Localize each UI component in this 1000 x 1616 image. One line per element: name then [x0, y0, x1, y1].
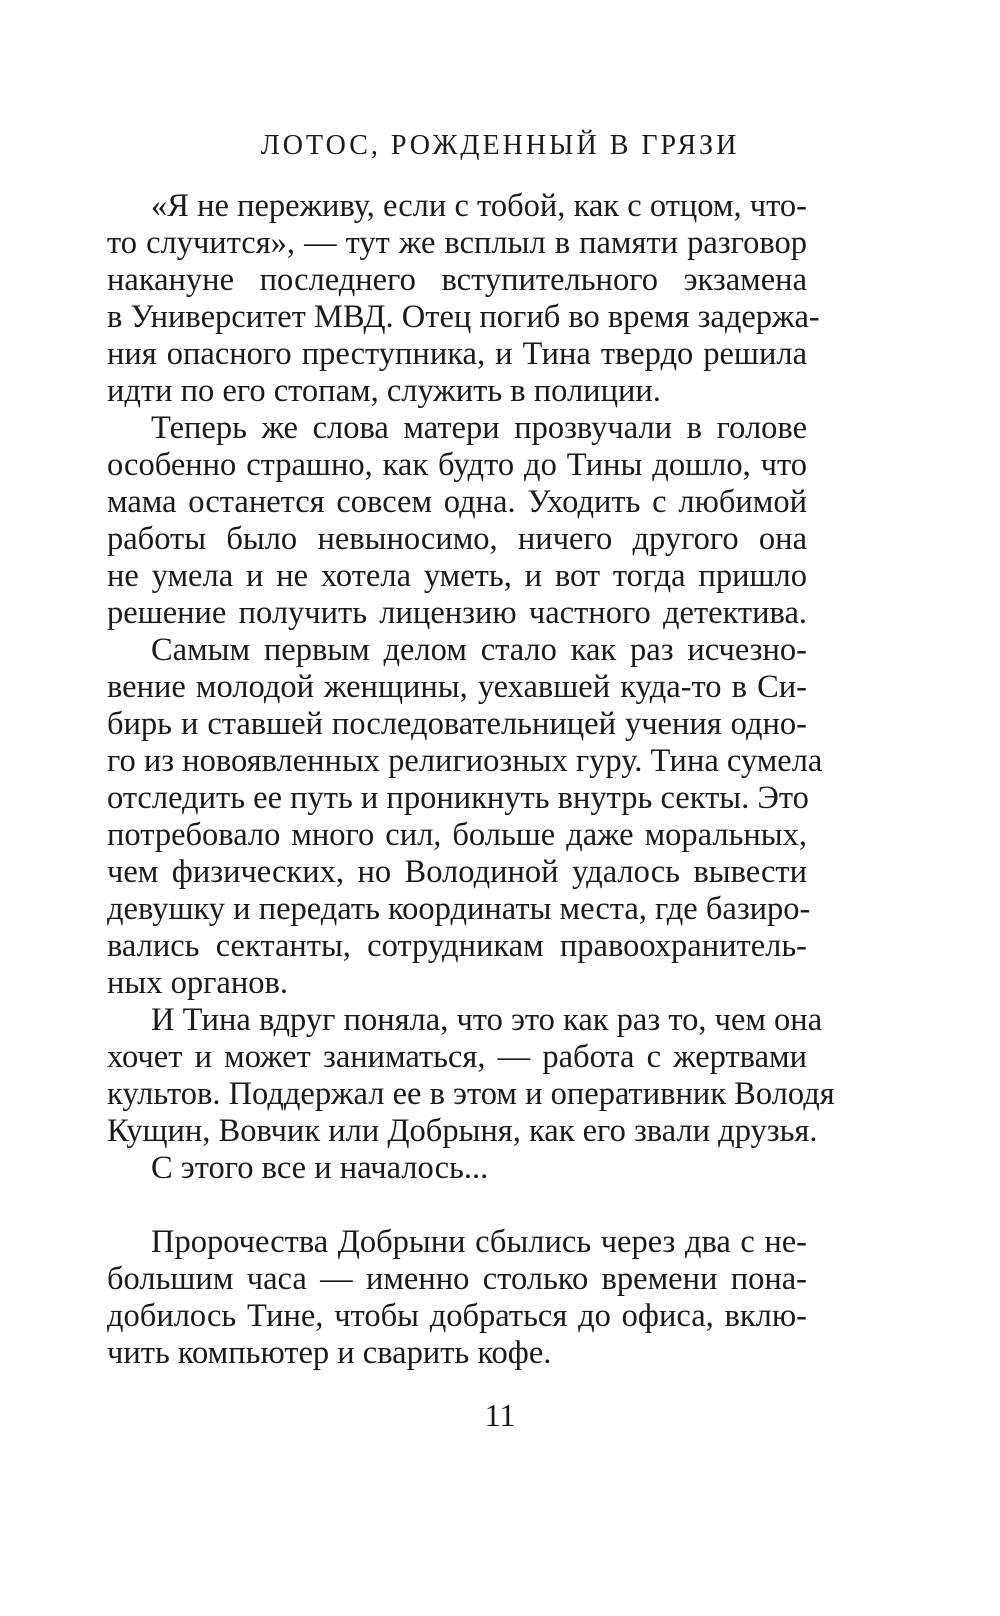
text-line: чем физических, но Володиной удалось вывести [107, 854, 807, 890]
text-line: Пророчества Добрыни сбылись через два с не- [151, 1224, 807, 1260]
paragraph-2 [107, 410, 807, 632]
text-line: отследить ее путь и проникнуть внутрь секты. Это [107, 780, 809, 816]
text-line: вались сектанты, сотрудникам правоохранитель- [107, 928, 807, 964]
running-head: ЛОТОС, РОЖДЕННЫЙ В ГРЯЗИ [260, 130, 740, 161]
text-line: «Я не переживу, если с тобой, как с отцом, что- [151, 188, 807, 224]
text-line: большим часа — именно столько времени пона- [107, 1261, 807, 1297]
paragraph-4 [107, 1002, 835, 1150]
text-line: мама останется совсем одна. Уходить с любимой [107, 484, 807, 520]
text-line: культов. Поддержал ее в этом и оперативник Володя [107, 1076, 835, 1112]
text-line: идти по его стопам, служить в полиции. [107, 373, 661, 409]
text-line: работы было невыносимо, ничего другого она [107, 521, 807, 557]
text-line: девушку и передать координаты места, где базиро- [107, 891, 811, 927]
text-line: добилось Тине, чтобы добраться до офиса, вклю- [107, 1298, 807, 1334]
text-line: потребовало много сил, больше даже моральных, [107, 817, 807, 853]
text-line: бирь и ставшей последовательницей учения одно- [107, 706, 807, 742]
text-line: вение молодой женщины, уехавшей куда-то в Си- [107, 669, 807, 705]
text-line: чить компьютер и сварить кофе. [107, 1335, 552, 1371]
text-line: накануне последнего вступительного экзамена [107, 262, 807, 298]
paragraph-6 [107, 1224, 807, 1372]
text-line: не умела и не хотела уметь, и вот тогда пришло [107, 558, 807, 594]
text-line: то случится», — тут же всплыл в памяти разговор [107, 225, 807, 261]
text-line: особенно страшно, как будто до Тины дошло, что [107, 447, 807, 483]
text-line: Теперь же слова матери прозвучали в голове [151, 410, 807, 446]
text-line: И Тина вдруг поняла, что это как раз то, чем она [151, 1002, 823, 1038]
text-line: го из новоявленных религиозных гуру. Тина сумела [107, 743, 823, 779]
section-break [107, 1187, 807, 1224]
text-line: в Университет МВД. Отец погиб во время задержа- [107, 299, 820, 335]
paragraph-1 [107, 188, 820, 410]
text-line: Кущин, Вовчик или Добрыня, как его звали друзья. [107, 1113, 818, 1149]
page-number: 11 [484, 1397, 516, 1433]
text-line: хочет и может заниматься, — работа с жертвами [107, 1039, 807, 1075]
text-line: Самым первым делом стало как раз исчезно- [151, 632, 807, 668]
text-line: решение получить лицензию частного детектива. [107, 595, 807, 631]
text-line: С этого все и началось... [151, 1150, 489, 1186]
text-line: ния опасного преступника, и Тина твердо решила [107, 336, 807, 372]
text-line: ных органов. [107, 965, 288, 1001]
paragraph-3 [107, 632, 823, 1002]
main-text [107, 188, 835, 1372]
paragraph-5 [107, 1150, 807, 1187]
